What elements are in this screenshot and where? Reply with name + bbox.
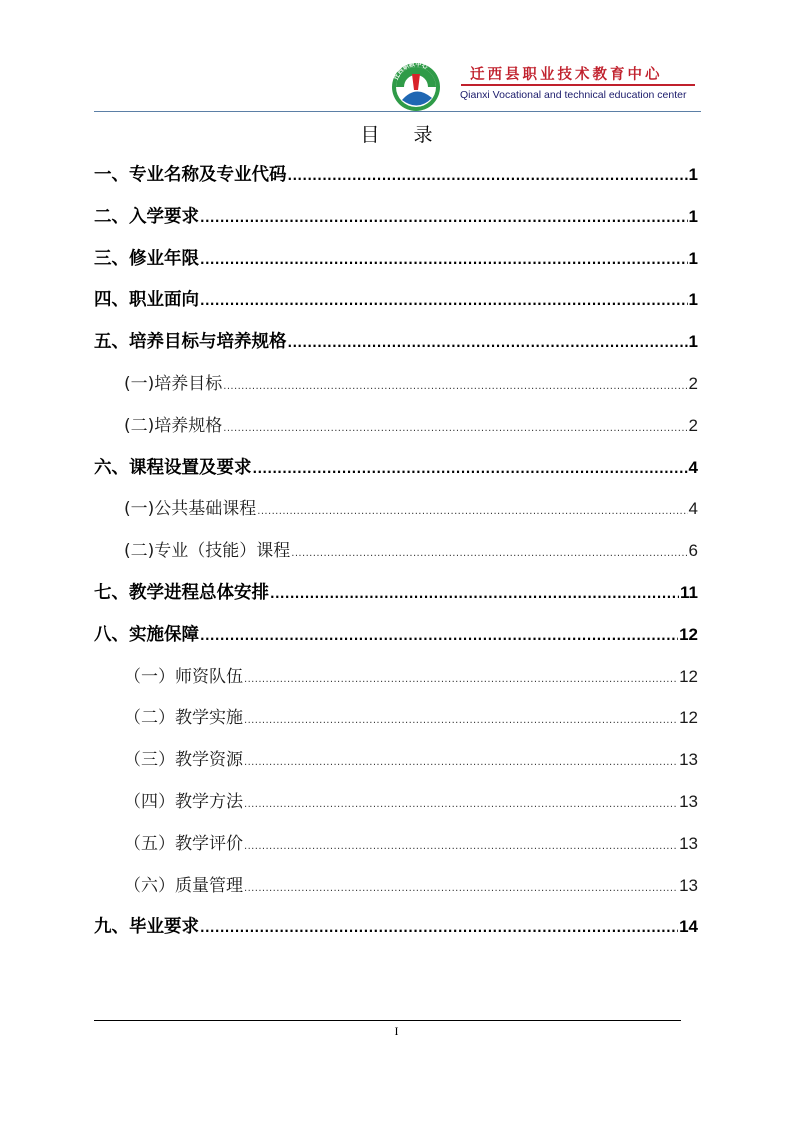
toc-entry[interactable] — [94, 614, 698, 656]
toc-entry-page: 12 — [679, 708, 698, 728]
toc-dot-leader — [223, 366, 687, 408]
toc-entry-label: (二)培养规格 — [124, 415, 223, 436]
toc-entry-page: 1 — [688, 206, 698, 226]
toc-dot-leader — [257, 491, 687, 533]
toc-dot-leader — [244, 868, 678, 910]
toc-entry-label: （一）师资队伍 — [124, 666, 243, 687]
header-rule — [94, 111, 701, 112]
toc-entry-page: 1 — [688, 248, 698, 268]
toc-dot-leader — [244, 659, 678, 701]
footer-rule — [94, 1020, 681, 1021]
toc-dot-leader — [288, 323, 688, 365]
header-red-divider — [461, 84, 695, 86]
toc-dot-leader — [200, 281, 688, 323]
toc-entry-page: 13 — [679, 833, 698, 853]
toc-entry[interactable] — [94, 488, 698, 530]
school-name-cn: 迁西县职业技术教育中心 — [470, 66, 663, 83]
toc-entry-page: 14 — [679, 917, 698, 937]
toc-entry-label: 一、专业名称及专业代码 — [94, 165, 287, 185]
toc-dot-leader — [200, 198, 688, 240]
toc-entry-label: (一)公共基础课程 — [124, 499, 257, 520]
toc-dot-leader — [223, 408, 687, 450]
table-of-contents — [94, 154, 698, 948]
toc-entry-label: 七、教学进程总体安排 — [94, 582, 269, 603]
toc-entry[interactable] — [94, 781, 698, 823]
toc-entry[interactable] — [94, 363, 698, 405]
toc-entry[interactable] — [94, 530, 698, 572]
toc-entry-page: 6 — [688, 541, 698, 561]
toc-dot-leader — [291, 533, 687, 575]
toc-entry-page: 13 — [679, 791, 698, 811]
toc-entry-page: 2 — [688, 373, 698, 393]
toc-entry[interactable] — [94, 739, 698, 781]
toc-entry-page: 4 — [688, 499, 698, 519]
toc-entry[interactable] — [94, 321, 698, 363]
toc-entry[interactable] — [94, 906, 698, 948]
toc-dot-leader — [200, 616, 678, 658]
toc-entry-label: 二、入学要求 — [94, 206, 199, 227]
toc-entry-page: 13 — [679, 750, 698, 770]
toc-entry-page: 12 — [679, 624, 698, 644]
logo-arc-text: 迁西职教中心 — [392, 60, 429, 81]
toc-dot-leader — [244, 700, 678, 742]
toc-entry[interactable] — [94, 656, 698, 698]
toc-entry[interactable] — [94, 865, 698, 907]
toc-entry-label: （二）教学实施 — [124, 708, 243, 729]
toc-entry-label: 九、毕业要求 — [94, 917, 199, 938]
toc-dot-leader — [288, 156, 688, 198]
toc-dot-leader — [244, 742, 678, 784]
toc-entry[interactable] — [94, 697, 698, 739]
toc-entry-label: 三、修业年限 — [94, 248, 199, 269]
toc-title: 目 录 — [360, 124, 447, 146]
toc-entry-label: 五、培养目标与培养规格 — [94, 332, 287, 353]
toc-dot-leader — [200, 908, 678, 950]
toc-entry-page: 13 — [679, 875, 698, 895]
page-number: I — [394, 1024, 399, 1038]
toc-dot-leader — [244, 784, 678, 826]
school-name-en: Qianxi Vocational and technical education center — [460, 89, 687, 101]
toc-entry-page: 11 — [680, 582, 698, 602]
school-logo-icon — [388, 60, 444, 112]
toc-entry-page: 1 — [688, 332, 698, 352]
toc-entry-label: （三）教学资源 — [124, 750, 243, 771]
toc-entry[interactable] — [94, 572, 698, 614]
toc-entry[interactable] — [94, 279, 698, 321]
toc-entry-label: （五）教学评价 — [124, 833, 243, 854]
toc-entry[interactable] — [94, 405, 698, 447]
toc-entry-label: （六）质量管理 — [124, 875, 243, 896]
toc-dot-leader — [253, 449, 688, 491]
toc-dot-leader — [270, 574, 679, 616]
toc-dot-leader — [200, 240, 688, 282]
toc-entry-label: （四）教学方法 — [124, 791, 243, 812]
toc-entry[interactable] — [94, 447, 698, 489]
toc-entry-label: (二)专业（技能）课程 — [124, 541, 291, 562]
toc-dot-leader — [244, 826, 678, 868]
toc-entry[interactable] — [94, 154, 698, 196]
toc-entry-page: 2 — [688, 415, 698, 435]
toc-entry[interactable] — [94, 196, 698, 238]
toc-entry-page: 1 — [688, 165, 698, 184]
toc-entry[interactable] — [94, 238, 698, 280]
toc-entry[interactable] — [94, 823, 698, 865]
toc-entry-page: 12 — [679, 666, 698, 686]
toc-entry-label: 四、职业面向 — [94, 290, 199, 311]
page-header — [0, 0, 793, 115]
toc-entry-label: 八、实施保障 — [94, 624, 199, 645]
toc-entry-page: 4 — [688, 457, 698, 477]
toc-entry-label: (一)培养目标 — [124, 373, 223, 394]
toc-entry-page: 1 — [688, 290, 698, 310]
toc-entry-label: 六、课程设置及要求 — [94, 457, 252, 478]
